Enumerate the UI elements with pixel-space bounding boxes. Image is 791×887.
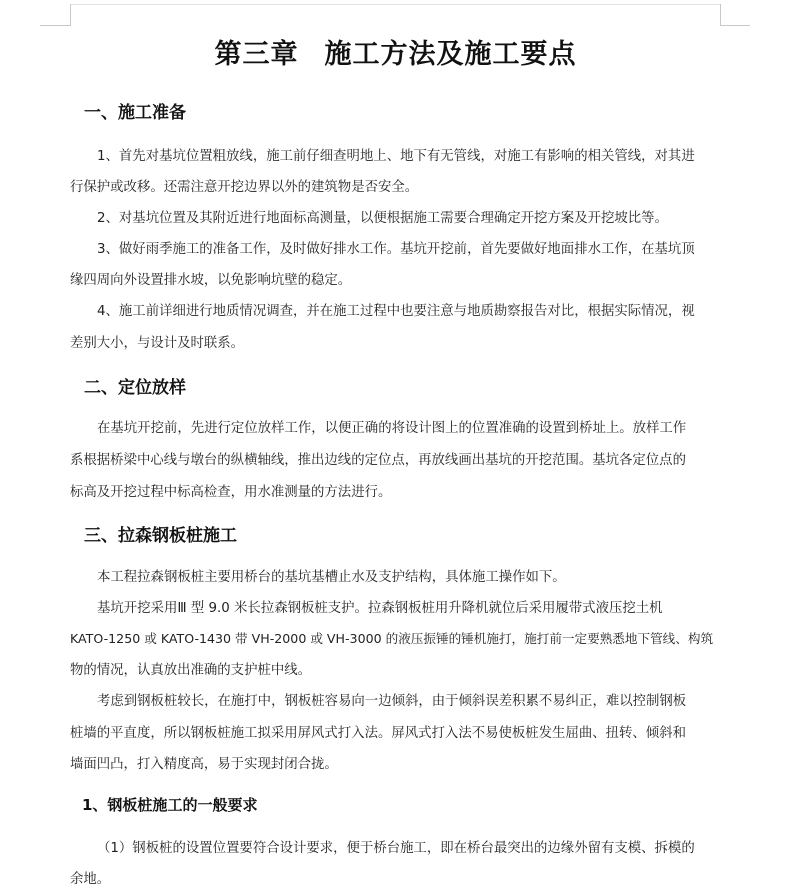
crop-mark-top-left: [70, 4, 72, 26]
crop-mark-top-right: [720, 4, 722, 26]
chapter-title: [0, 32, 791, 71]
paragraph-line: 本工程拉森钢板桩主要用桥台的基坑基槽止水及支护结构，具体施工操作如下。: [97, 570, 566, 585]
paragraph-line: 桩墙的平直度，所以钢板桩施工拟采用屏风式打入法。屏风式打入法不易使板桩发生屈曲、扭转、倾斜和: [70, 726, 686, 741]
chapter-name: 施工方法及施工要点: [324, 39, 577, 70]
paragraph-line: 基坑开挖采用Ⅲ 型 9.0 米长拉森钢板桩支护。拉森钢板桩用升降机就位后采用履带式液压挖土机: [97, 601, 663, 616]
paragraph-line: 1、首先对基坑位置粗放线，施工前仔细查明地上、地下有无管线，对施工有影响的相关管线，对其进: [97, 149, 695, 164]
paragraph-line: 2、对基坑位置及其附近进行地面标高测量，以便根据施工需要合理确定开挖方案及开挖坡比等。: [97, 211, 668, 226]
section-heading-1: 一、施工准备: [84, 103, 186, 123]
chapter-number: 第三章: [214, 39, 299, 70]
paragraph-line: 余地。: [70, 872, 111, 887]
paragraph-line: 在基坑开挖前，先进行定位放样工作，以便正确的将设计图上的位置准确的设置到桥址上。放样工作: [97, 421, 687, 436]
paragraph-line: 标高及开挖过程中标高检查，用水准测量的方法进行。: [70, 485, 392, 500]
paragraph-line: 物的情况，认真放出准确的支护桩中线。: [70, 663, 312, 678]
paragraph-line: KATO-1250 或 KATO-1430 带 VH-2000 或 VH-3000 的液压振锤的锤机施打，施打前一定要熟悉地下管线、构筑: [70, 631, 714, 646]
page-top-edge: [70, 4, 720, 5]
paragraph-line: （1）钢板桩的设置位置要符合设计要求，便于桥台施工，即在桥台最突出的边缘外留有支模、拆模的: [97, 841, 695, 856]
section-heading-2: 二、定位放样: [84, 378, 186, 398]
paragraph-line: 行保护或改移。还需注意开挖边界以外的建筑物是否安全。: [70, 180, 419, 195]
crop-mark-top-left-h: [40, 25, 70, 27]
crop-mark-top-right-h: [720, 25, 750, 27]
paragraph-line: 系根据桥梁中心线与墩台的纵横轴线，推出边线的定位点，再放线画出基坑的开挖范围。基坑各定位点的: [70, 453, 686, 468]
paragraph-line: 4、施工前详细进行地质情况调查，并在施工过程中也要注意与地质勘察报告对比，根据实际情况，视: [97, 304, 695, 319]
paragraph-line: 缘四周向外设置排水坡，以免影响坑壁的稳定。: [70, 273, 352, 288]
paragraph-line: 3、做好雨季施工的准备工作，及时做好排水工作。基坑开挖前，首先要做好地面排水工作，在基坑顶: [97, 242, 695, 257]
paragraph-line: 差别大小，与设计及时联系。: [70, 336, 245, 351]
paragraph-line: 墙面凹凸，打入精度高，易于实现封闭合拢。: [70, 757, 338, 772]
subsection-heading: 1、钢板桩施工的一般要求: [82, 796, 258, 814]
paragraph-line: 考虑到钢板桩较长，在施打中，钢板桩容易向一边倾斜，由于倾斜误差积累不易纠正，难以控制钢板: [97, 694, 687, 709]
section-heading-3: 三、拉森钢板桩施工: [84, 526, 237, 546]
